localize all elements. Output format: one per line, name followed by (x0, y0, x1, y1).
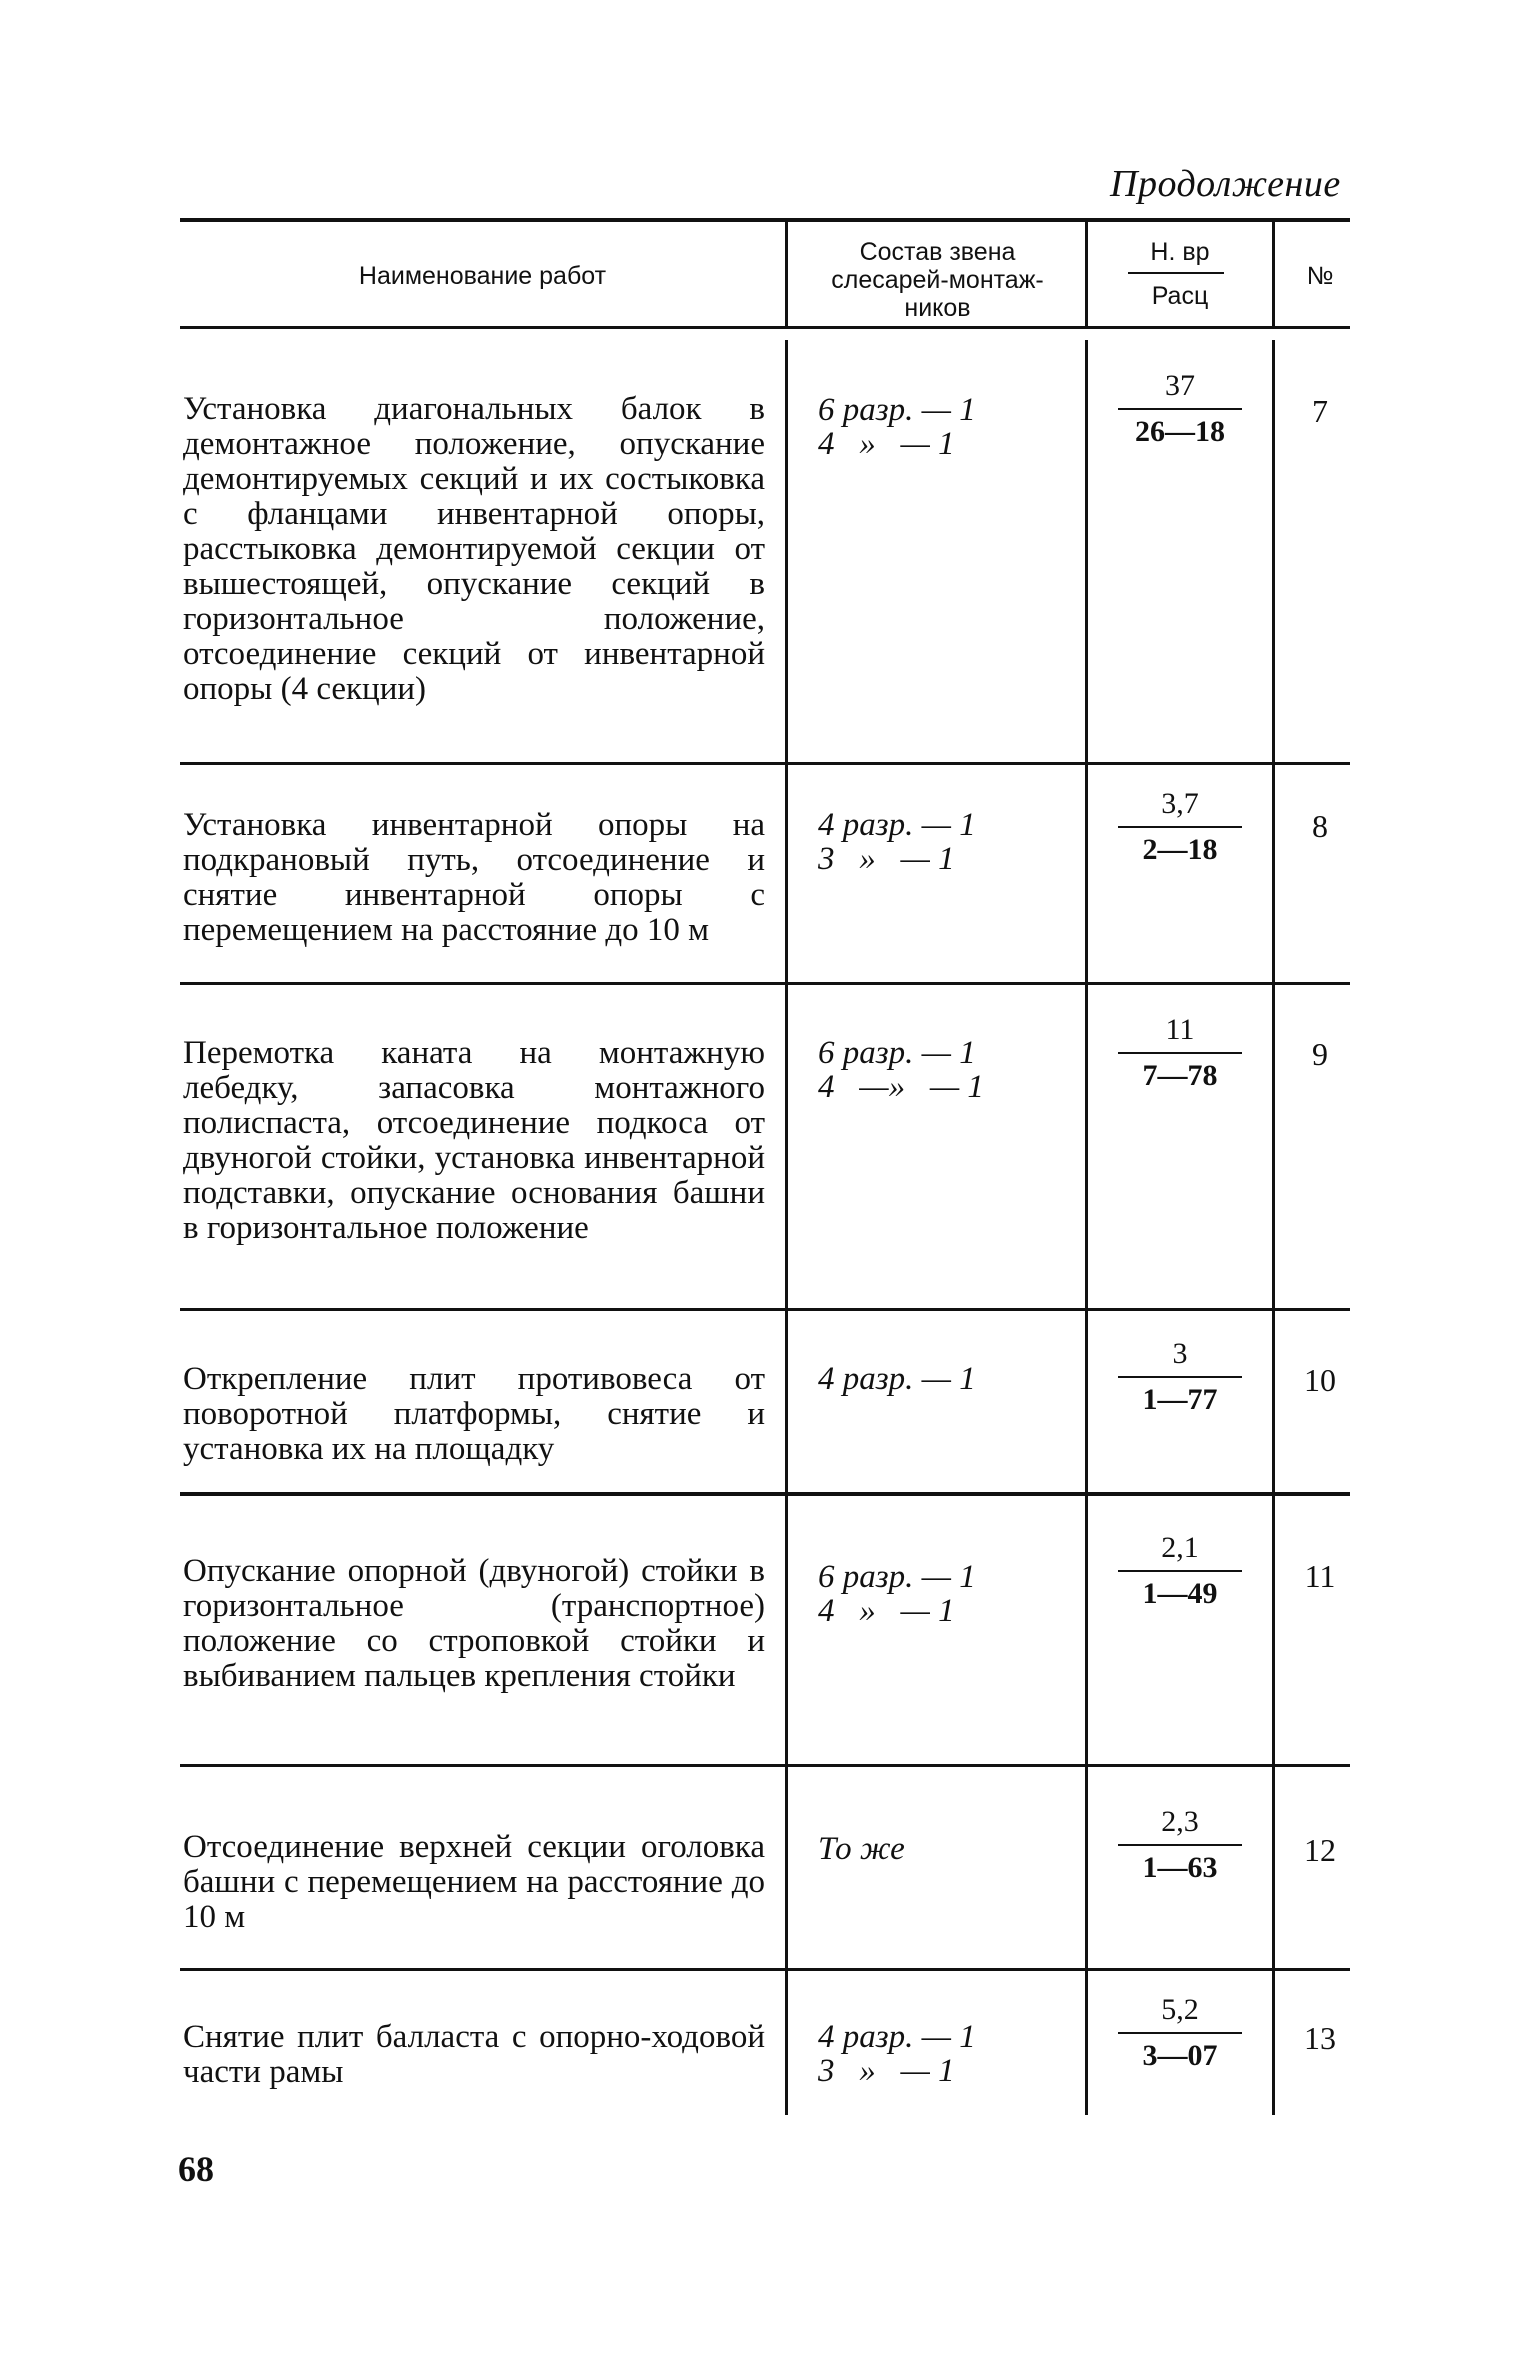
page-number: 68 (178, 2149, 214, 2189)
fraction-bar (1118, 1052, 1242, 1054)
crew-composition: 6 разр. — 1 4 —» — 1 (818, 1035, 984, 1105)
row-separator (180, 1308, 1350, 1311)
header-norm-time: Н. вр (1150, 238, 1210, 266)
crew-composition: 4 разр. — 1 (818, 1361, 976, 1397)
fraction-bar (1118, 2032, 1242, 2034)
norm-fraction (1110, 1334, 1250, 1420)
work-description: Открепление плит противовеса от поворотной платформы, снятие и установка их на площадку (183, 1361, 765, 1467)
rate: 3—07 (1142, 2039, 1218, 2072)
rate: 2—18 (1142, 833, 1218, 866)
norm-fraction (1110, 1802, 1250, 1888)
rate: 26—18 (1135, 415, 1225, 448)
fraction-bar (1118, 408, 1242, 410)
row-number: 11 (1304, 1558, 1336, 1594)
norm-time: 3 (1172, 1337, 1188, 1370)
row-separator (180, 762, 1350, 765)
crew-composition: 6 разр. — 1 4 » — 1 (818, 1559, 976, 1629)
row-separator (180, 982, 1350, 985)
continuation-label: Продолжение (1110, 163, 1341, 205)
norm-fraction (1110, 1990, 1250, 2076)
row-number: 8 (1312, 808, 1328, 844)
row-number: 10 (1304, 1362, 1336, 1398)
header-crew-line-3: ников (904, 294, 971, 322)
header-crew (795, 238, 1080, 322)
header-crew-line-1: Состав звена (859, 238, 1016, 266)
rate: 1—63 (1142, 1851, 1218, 1884)
fraction-bar (1118, 1570, 1242, 1572)
norm-time: 5,2 (1161, 1993, 1199, 2026)
norm-time: 3,7 (1161, 787, 1199, 820)
rate: 1—77 (1142, 1383, 1218, 1416)
row-number: 9 (1312, 1036, 1328, 1072)
crew-composition: 6 разр. — 1 4 » — 1 (818, 392, 976, 462)
column-divider-3 (1272, 222, 1275, 326)
header-bottom-rule (180, 326, 1350, 329)
norm-fraction (1110, 366, 1250, 452)
fraction-bar (1118, 826, 1242, 828)
norm-time: 2,3 (1161, 1805, 1199, 1838)
column-divider-2 (1085, 340, 1088, 2115)
work-description: Установка диагональных балок в демонтажное положение, опускание демонтируемых секций и их состыковка с фланцами инвентарной опоры, расстыковка демонтируемой секции от вышестоящей, опускание секций в горизонтальное положение, отсоединение секций от инвентарной опоры (4 секции) (183, 391, 765, 707)
row-separator (180, 1492, 1350, 1496)
norm-fraction (1110, 1010, 1250, 1096)
rate: 7—78 (1142, 1059, 1218, 1092)
column-divider-2 (1085, 222, 1088, 326)
header-crew-line-2: слесарей-монтаж- (831, 266, 1044, 294)
header-number: № (1306, 262, 1334, 290)
column-divider-3 (1272, 340, 1275, 2115)
crew-composition: 4 разр. — 1 3 » — 1 (818, 2019, 976, 2089)
work-description: Опускание опорной (двуногой) стойки в горизонтальное (транспортное) положение со строповкой стойки и выбиванием пальцев крепления стойки (183, 1553, 765, 1694)
column-divider-1 (785, 340, 788, 2115)
row-number: 7 (1312, 393, 1328, 429)
fraction-bar (1118, 1376, 1242, 1378)
work-description: Установка инвентарной опоры на подкрановый путь, отсоединение и снятие инвентарной опоры с перемещением на расстояние до 10 м (183, 807, 765, 948)
norm-fraction (1110, 1528, 1250, 1614)
work-description: Снятие плит балласта с опорно-ходовой части рамы (183, 2019, 765, 2090)
row-separator (180, 1968, 1350, 1971)
row-number: 13 (1304, 2020, 1336, 2056)
rate: 1—49 (1142, 1577, 1218, 1610)
row-number: 12 (1304, 1832, 1336, 1868)
work-description: Перемотка каната на монтажную лебедку, запасовка монтажного полиспаста, отсоединение подкоса от двуногой стойки, установка инвентарной подставки, опускание основания башни в горизонтальное положение (183, 1035, 765, 1246)
crew-composition: То же (818, 1831, 905, 1867)
row-separator (180, 1764, 1350, 1767)
header-top-rule (180, 218, 1350, 222)
crew-composition: 4 разр. — 1 3 » — 1 (818, 807, 976, 877)
fraction-bar (1118, 1844, 1242, 1846)
work-description: Отсоединение верхней секции оголовка башни с перемещением на расстояние до 10 м (183, 1829, 765, 1935)
norm-time: 11 (1165, 1013, 1195, 1046)
norm-fraction (1110, 784, 1250, 870)
header-work-name: Наименование работ (358, 262, 607, 290)
column-divider-1 (785, 222, 788, 326)
header-norm-divider (1128, 272, 1224, 274)
header-rate: Расц (1151, 282, 1209, 310)
norm-time: 2,1 (1161, 1531, 1199, 1564)
norm-time: 37 (1165, 369, 1195, 402)
